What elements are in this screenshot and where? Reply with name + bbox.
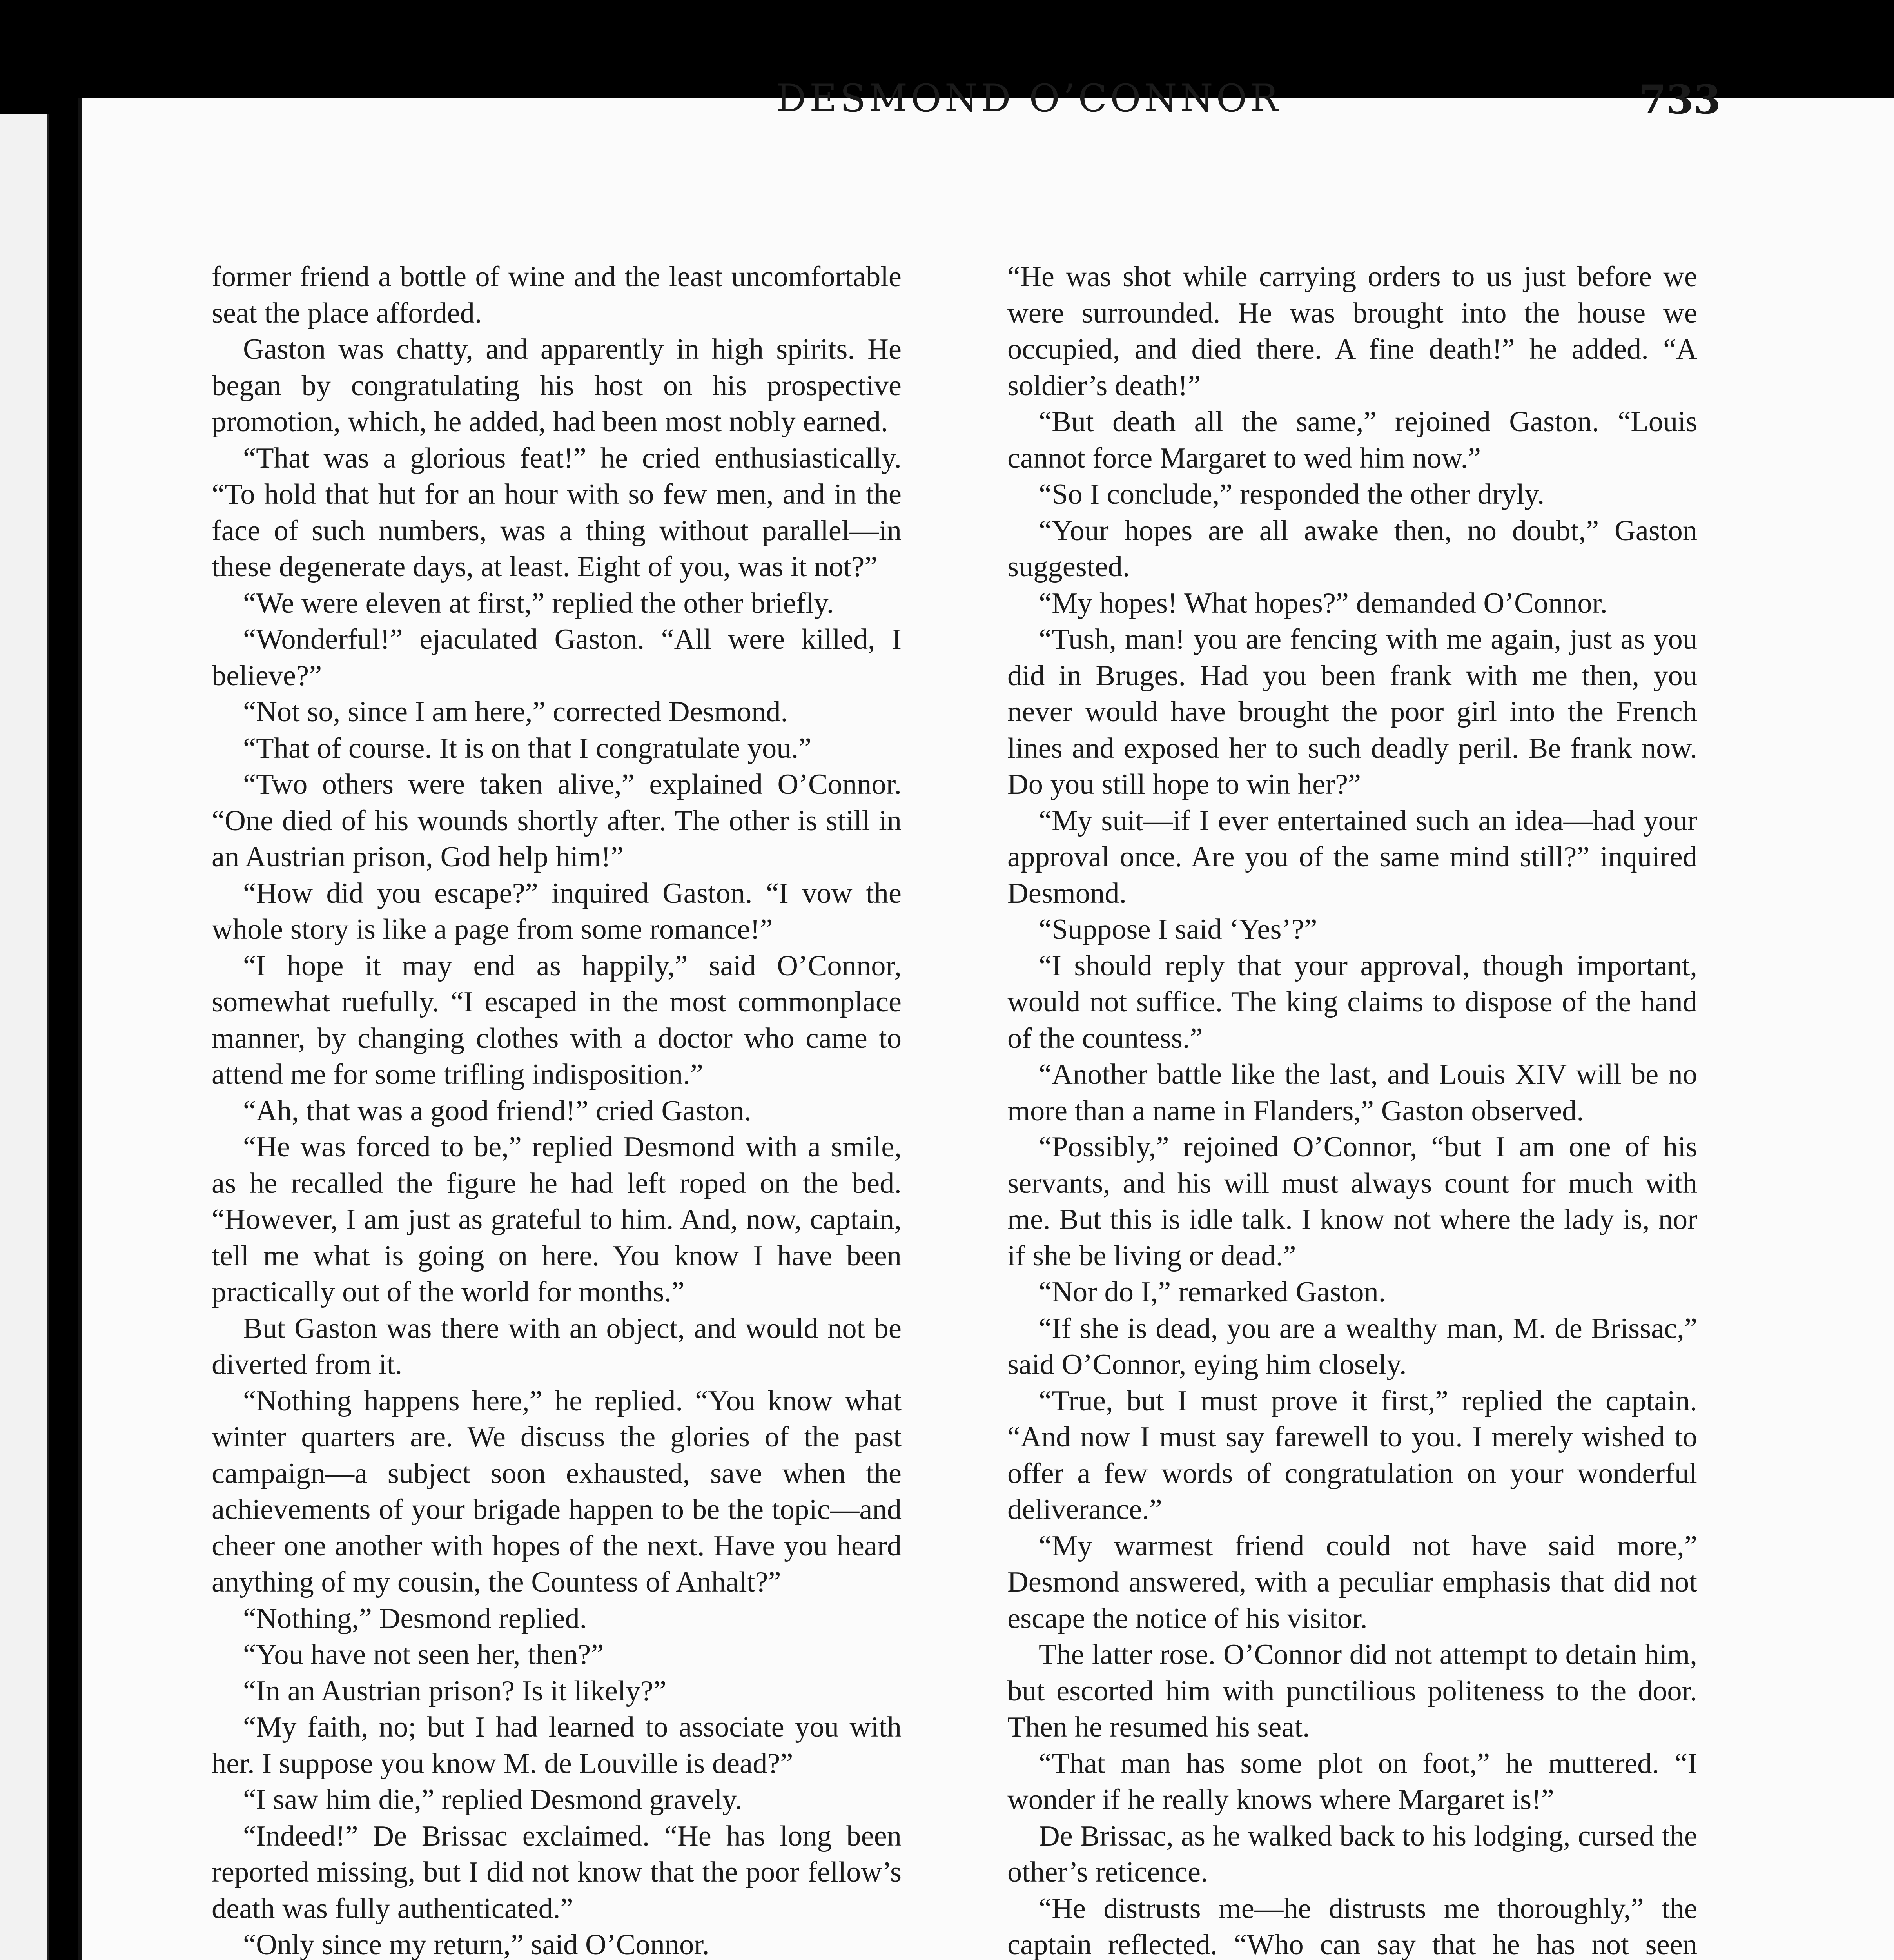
paragraph: “My warmest friend could not have said more,” Desmond answered, with a peculiar emphasis that did not escape the notice of his visitor. (1007, 1530, 1697, 1635)
paragraph: “Suppose I said ‘Yes’?” (1039, 913, 1317, 946)
page-number: 733 (1639, 76, 1721, 123)
paragraph: “Wonderful!” ejaculated Gaston. “All were killed, I believe?” (212, 623, 902, 692)
paragraph: “Nothing happens here,” he replied. “You know what winter quarters are. We discuss the glories of the past campaign—a subject soon exhausted, save when the achievements of your brigade happen to be the topic—and cheer one another with hopes of the next. Have you heard anything of my cousin, the Countess of Anhalt?” (212, 1385, 902, 1598)
paragraph: Gaston was chatty, and apparently in high spirits. He began by congratulating his host on his prospective promotion, which, he added, had been most nobly earned. (212, 333, 902, 438)
paragraph: “That man has some plot on foot,” he muttered. “I wonder if he really knows where Margaret is!” (1007, 1747, 1697, 1816)
paragraph: “My suit—if I ever entertained such an idea—had your approval once. Are you of the same mind still?” inquired Desmond. (1007, 804, 1697, 909)
paragraph: “I should reply that your approval, though important, would not suffice. The king claims to dispose of the hand of the countess.” (1007, 949, 1697, 1054)
paragraph: “That of course. It is on that I congratulate you.” (243, 732, 812, 764)
paragraph: “We were eleven at first,” replied the other briefly. (243, 587, 834, 619)
paragraph: “He distrusts me—he distrusts me thoroughly,” the captain reflected. “Who can say that he has not seen (1007, 1892, 1697, 1960)
paragraph: “Two others were taken alive,” explained O’Connor. “One died of his wounds shortly after. The other is still in an Austrian prison, God help him!” (212, 768, 902, 873)
paragraph: “Not so, since I am here,” corrected Desmond. (243, 696, 788, 728)
left-text-column (212, 259, 902, 1960)
paragraph: “True, but I must prove it first,” replied the captain. “And now I must say farewell to you. I merely wished to offer a few words of congratulation on your wonderful deliverance.” (1007, 1385, 1697, 1526)
paragraph: “Indeed!” De Brissac exclaimed. “He has long been reported missing, but I did not know that the poor fellow’s death was fully authenticated.” (212, 1820, 902, 1925)
paragraph: “Nothing,” Desmond replied. (243, 1602, 587, 1635)
paragraph: De Brissac, as he walked back to his lodging, cursed the other’s reticence. (1007, 1820, 1697, 1888)
paragraph: “My faith, no; but I had learned to associate you with her. I suppose you know M. de Louville is dead?” (212, 1711, 902, 1780)
paragraph: “I hope it may end as happily,” said O’Connor, somewhat ruefully. “I escaped in the most commonplace manner, by changing clothes with a doctor who came to attend me for some trifling indisposition.” (212, 949, 902, 1091)
paragraph: “Another battle like the last, and Louis XIV will be no more than a name in Flanders,” Gaston observed. (1007, 1058, 1697, 1127)
running-title: DESMOND O’CONNOR (776, 76, 1282, 120)
right-text-column (1007, 259, 1697, 1960)
paragraph: “Possibly,” rejoined O’Connor, “but I am one of his servants, and his will must always count for much with me. But this is idle talk. I know not where the lady is, nor if she be living or dead.” (1007, 1131, 1697, 1272)
paragraph: “Only since my return,” said O’Connor. (243, 1929, 709, 1960)
paragraph: “But death all the same,” rejoined Gaston. “Louis cannot force Margaret to wed him now.” (1007, 406, 1697, 474)
paragraph: “My hopes! What hopes?” demanded O’Connor. (1039, 587, 1608, 619)
page-header (212, 76, 1721, 143)
paragraph: The latter rose. O’Connor did not attempt to detain him, but escorted him with punctilious politeness to the door. Then he resumed his seat. (1007, 1639, 1697, 1743)
paragraph: “If she is dead, you are a wealthy man, M. de Brissac,” said O’Connor, eying him closely. (1007, 1312, 1697, 1381)
paragraph: “Nor do I,” remarked Gaston. (1039, 1276, 1386, 1308)
paragraph: “Your hopes are all awake then, no doubt,” Gaston suggested. (1007, 514, 1697, 583)
paragraph: “He was shot while carrying orders to us just before we were surrounded. He was brought into the house we occupied, and died there. A fine death!” he added. “A soldier’s death!” (1007, 261, 1697, 402)
paragraph: “Tush, man! you are fencing with me again, just as you did in Bruges. Had you been frank with me then, you never would have brought the poor girl into the French lines and exposed her to such deadly peril. Be frank now. Do you still hope to win her?” (1007, 623, 1697, 800)
paragraph: “That was a glorious feat!” he cried enthusiastically. “To hold that hut for an hour with so few men, and in the face of such numbers, was a thing without parallel—in these degenerate days, at least. Eight of you, was it not?” (212, 442, 902, 583)
paragraph: “Ah, that was a good friend!” cried Gaston. (243, 1094, 752, 1127)
paragraph: “He was forced to be,” replied Desmond with a smile, as he recalled the figure he had left roped on the bed. “However, I am just as grateful to him. And, now, captain, tell me what is going on here. You know I have been practically out of the world for months.” (212, 1131, 902, 1308)
paragraph: “How did you escape?” inquired Gaston. “I vow the whole story is like a page from some romance!” (212, 877, 902, 946)
paragraph: “So I conclude,” responded the other dryly. (1039, 478, 1545, 510)
paragraph: former friend a bottle of wine and the least uncomfortable seat the place afforded. (212, 261, 902, 329)
paragraph: “In an Austrian prison? Is it likely?” (243, 1675, 666, 1707)
paragraph: But Gaston was there with an object, and would not be diverted from it. (212, 1312, 902, 1381)
paragraph: “You have not seen her, then?” (243, 1639, 604, 1671)
paragraph: “I saw him die,” replied Desmond gravely. (243, 1784, 742, 1816)
adjacent-page-edge (0, 114, 49, 1960)
